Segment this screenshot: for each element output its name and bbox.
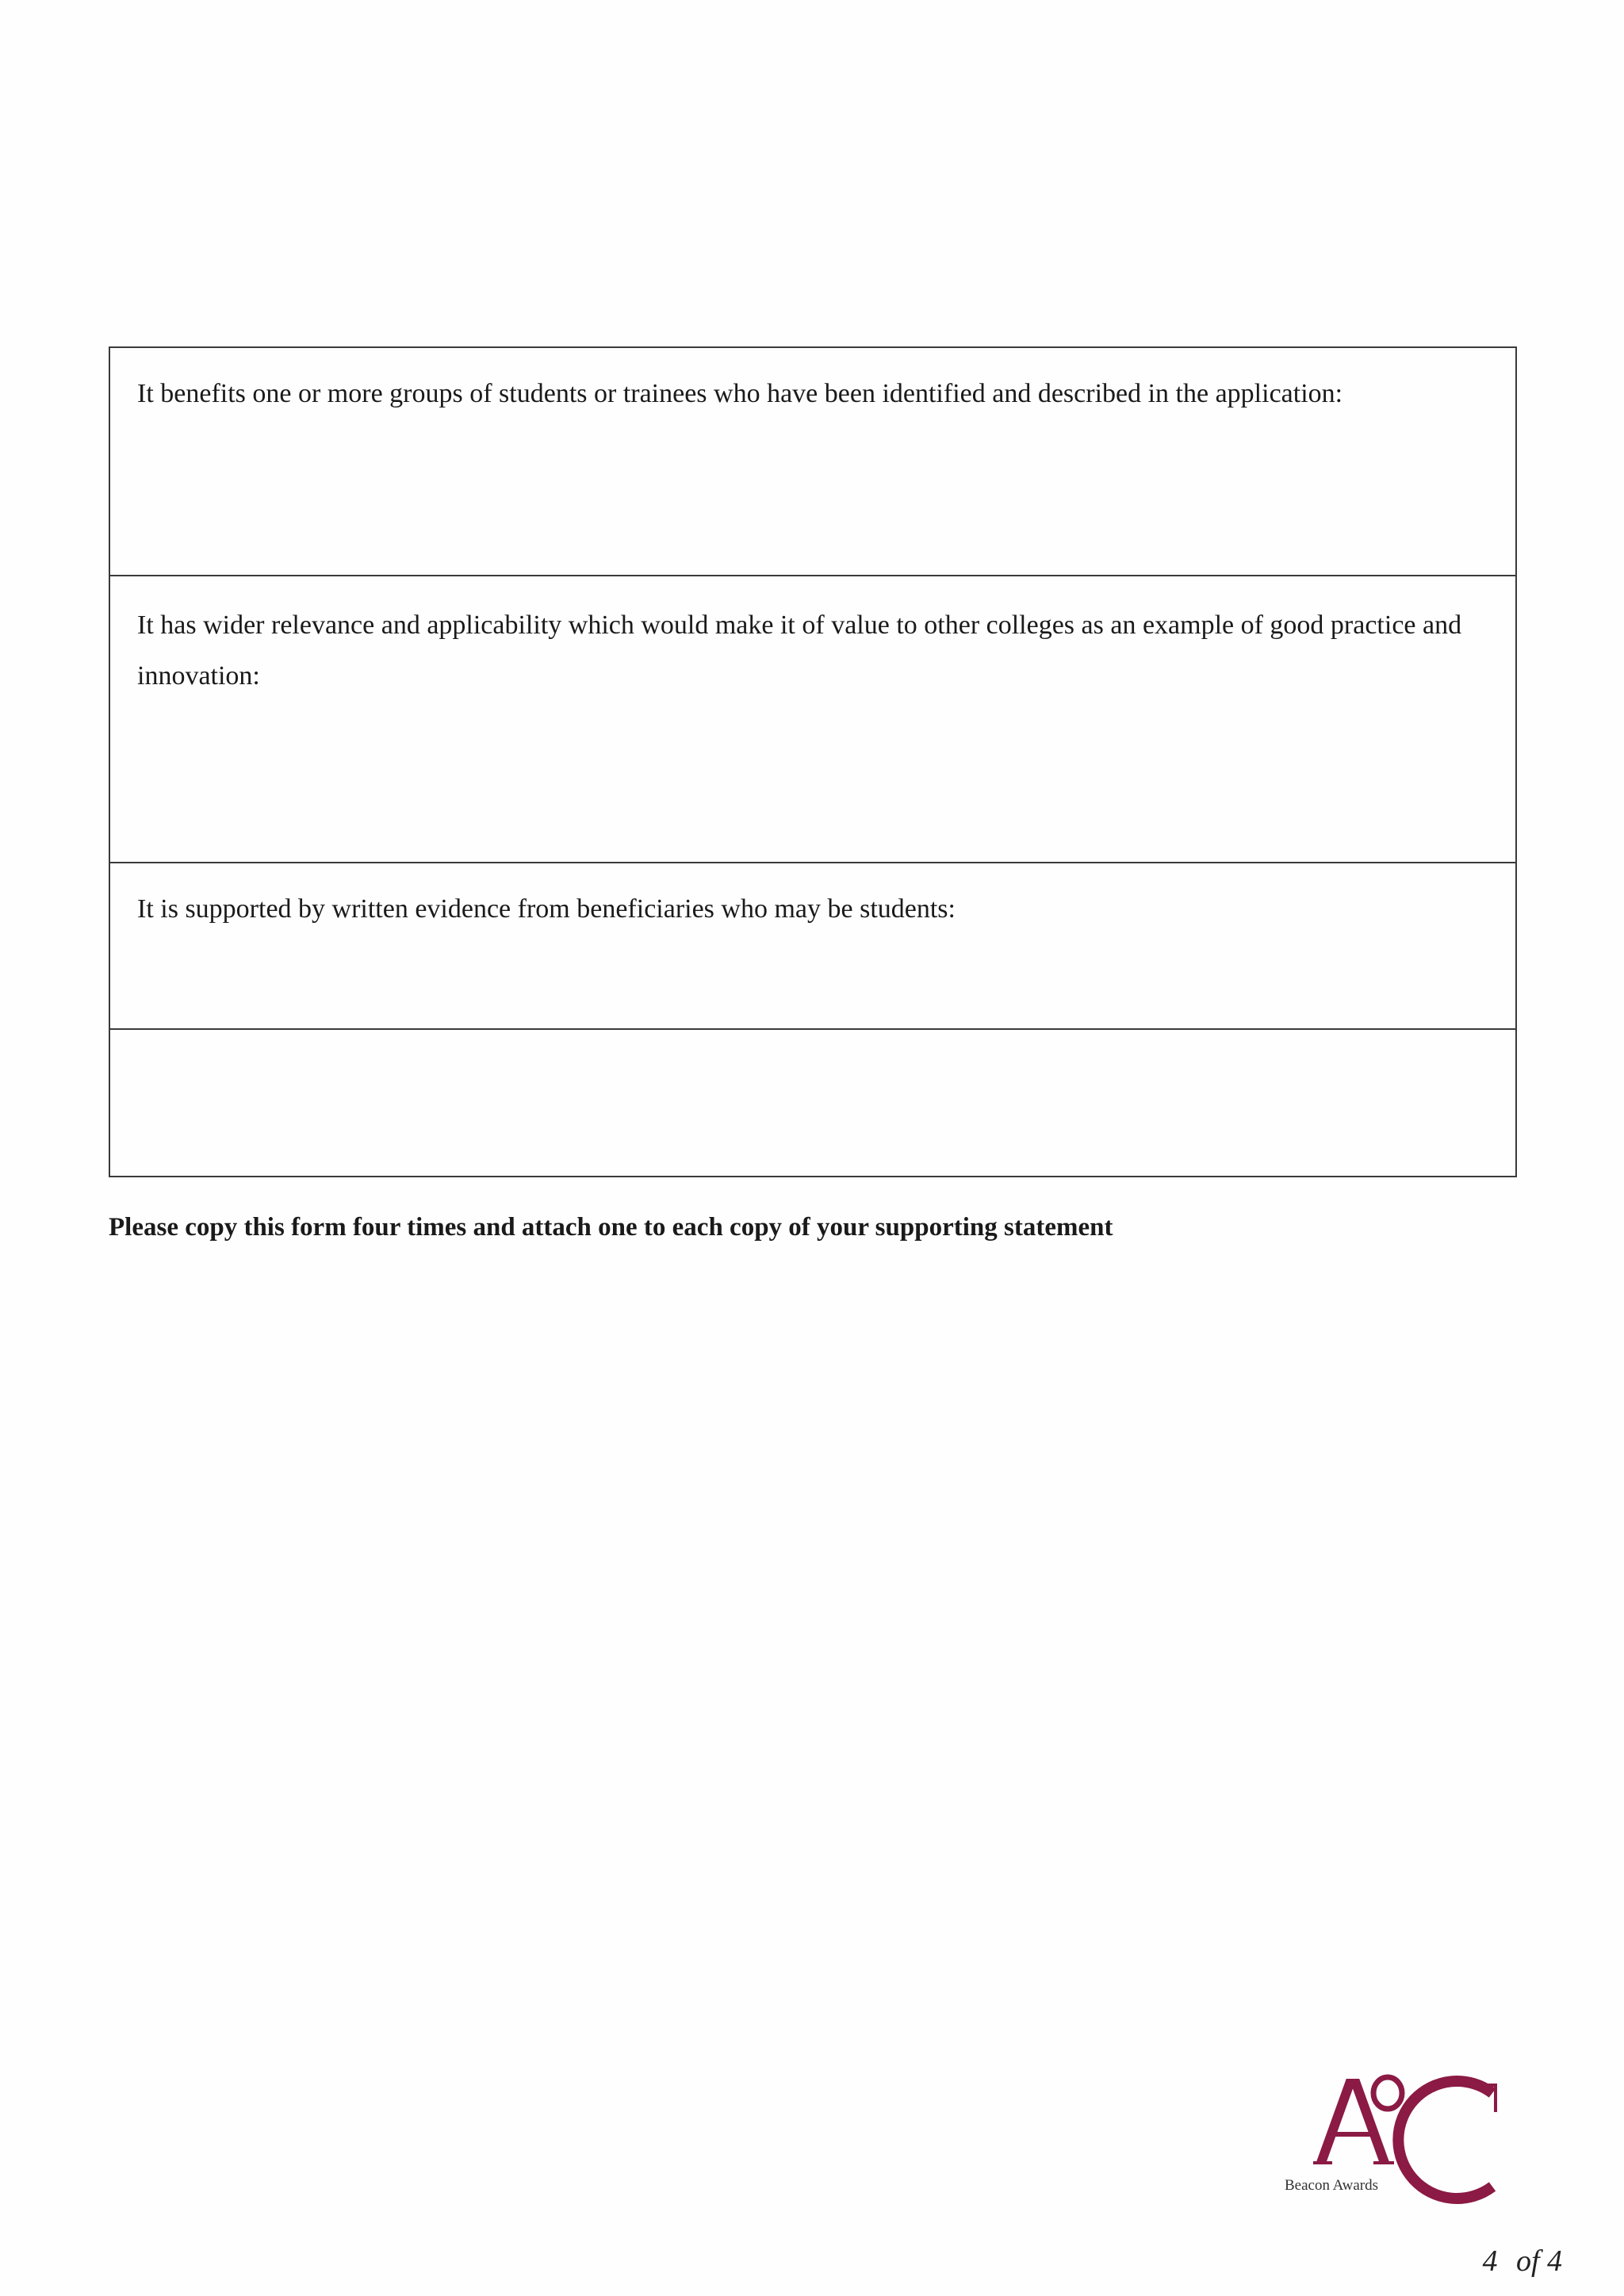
form-row-label: It is supported by written evidence from beneficiaries who may be students: (137, 894, 956, 924)
aoc-beacon-awards-logo (1269, 2069, 1507, 2212)
logo-text: Beacon Awards (1285, 2177, 1379, 2194)
page-current: 4 (1482, 2244, 1498, 2278)
form-row-beneficiaries[interactable] (110, 348, 1515, 576)
page-total: of 4 (1515, 2244, 1562, 2278)
copy-instruction-note: Please copy this form four times and attach one to each copy of your supporting statement (109, 1213, 1113, 1242)
form-row-written-evidence[interactable] (110, 863, 1515, 1030)
page-number (1482, 2244, 1562, 2279)
form-row-wider-relevance[interactable] (110, 576, 1515, 863)
form-row-blank[interactable] (110, 1030, 1515, 1176)
evidence-form-table (109, 346, 1517, 1177)
form-row-label: It has wider relevance and applicability which would make it of value to other colleges as an example of good practice and innovation: (137, 610, 1462, 691)
form-row-label: It benefits one or more groups of students or trainees who have been identified and described in the application: (137, 379, 1343, 408)
